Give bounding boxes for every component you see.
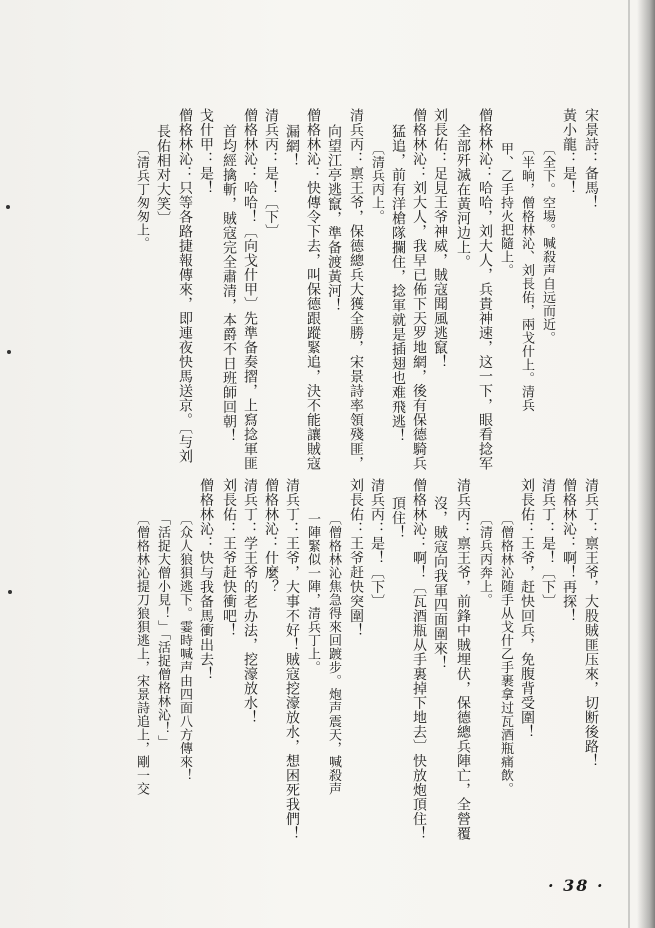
dialogue-column: 清兵丙：禀王爷，前鋒中賊埋伏，保德總兵陣亡，全營覆 [455, 478, 471, 841]
dialogue-column: 全部歼滅在黃河边上。 [455, 124, 471, 269]
dialogue-column: 長佑相对大笑〕 [155, 124, 171, 226]
dialogue-column: 猛追，前有洋槍隊攔住，捻軍就是插翅也难飛逃！ [390, 124, 406, 443]
dialogue-column: 僧格林沁：快傳令下去，叫保德跟蹤緊追，決不能讓賊寇 [305, 108, 321, 471]
dialogue-column: 僧格林沁：只等各路捷報傳來，即連夜快馬送京。〔与刘 [177, 108, 193, 464]
dialogue-column: 僧格林沁：啊！〔瓦酒瓶从手裏掉下地去〕快放炮頂住！ [411, 478, 427, 841]
stage-direction-column: 〔僧格林沁焦急得來回踱步。炮声震天，喊殺声 [326, 512, 341, 796]
dialogue-column: 清兵丙：禀王爷，保德總兵大獲全勝，宋景詩率領殘匪， [348, 108, 364, 471]
stage-direction-column: 一陣緊似一陣，清兵丁上。 [305, 512, 320, 674]
page-number: · 38 · [548, 876, 605, 895]
dialogue-column: 刘長佑：足見王爷神威，賊寇聞風逃竄！ [432, 108, 448, 369]
dialogue-column: 戈什甲：是！ [198, 108, 214, 195]
stage-direction-column: 甲、乙手持火把隨上。 [498, 142, 513, 277]
dialogue-column: 僧格林沁：刘大人，我早已佈下天罗地網，後有保德騎兵 [411, 108, 427, 471]
stage-direction-column: 〔全下。空場。喊殺声自远而近。 [540, 142, 555, 345]
dialogue-column: 清兵丙：是！〔下〕 [263, 108, 279, 239]
dialogue-column: 刘長佑：王爷赶快衝吧！ [221, 478, 237, 638]
stage-direction-column: 〔半晌，僧格林沁、刘長佑，兩戈什上。清兵 [519, 142, 534, 412]
dialogue-column: 僧格林沁：哈哈！〔向戈什甲〕先準备奏摺，上寫捻軍匪 [242, 108, 258, 471]
dialogue-column: 宋景詩：备馬！ [583, 108, 599, 210]
page-edge-shadow [637, 0, 655, 928]
dialogue-column: 清兵丁：学王爷的老办法，挖濠放水！ [242, 478, 258, 725]
stage-direction-column: 〔清兵丁匆匆上。 [134, 142, 149, 250]
dialogue-column: 清兵丙：是！〔下〕 [369, 478, 385, 609]
dialogue-column: 沒，賊寇向我軍四面圍來！ [432, 496, 448, 670]
dialogue-column: 僧格林沁：哈哈，刘大人，兵貴神速，这一下，眼看捻军 [477, 108, 493, 471]
dialogue-column: 刘長佑：王爷，赶快回兵，免腹背受圍！ [519, 478, 535, 739]
dialogue-column: 頂住！ [390, 496, 406, 540]
stage-direction-column: 「活捉大僧小見！」「活捉僧格林沁！」 [155, 512, 170, 749]
dialogue-column: 刘長佑：王爷赶快突圍！ [348, 478, 364, 638]
dialogue-column: 首均經擒斬，賊寇完全肅清，本爵不日班師回朝！ [221, 124, 237, 443]
binding-hole-mark [7, 350, 11, 354]
stage-direction-column: 〔清兵丙上。 [369, 142, 384, 223]
stage-direction-column: 〔清兵丙奔上。 [477, 512, 492, 607]
page-crease [628, 0, 630, 928]
dialogue-column: 漏網！ [284, 124, 300, 168]
dialogue-column: 清兵丁：是！〔下〕 [540, 478, 556, 609]
stage-direction-column: 〔僧格林沁提刀狼狽逃上，宋景詩追上，剛一交 [134, 512, 149, 796]
binding-hole-mark [6, 205, 10, 209]
dialogue-column: 僧格林沁：什麼？ [263, 478, 279, 594]
dialogue-column: 僧格林沁：快与我备馬衝出去！ [198, 478, 214, 681]
stage-direction-column: 〔众人狼狽逃下。霎時喊声由四面八方傳來！ [177, 512, 192, 782]
dialogue-column: 黃小龍：是！ [561, 108, 577, 195]
dialogue-column: 向望江亭逃竄，準备渡黃河！ [326, 124, 342, 313]
binding-hole-mark [8, 590, 12, 594]
dialogue-column: 清兵丁：禀王爷，大股賊匪压來，切断後路！ [583, 478, 599, 768]
dialogue-column: 僧格林沁：啊！再探！ [561, 478, 577, 623]
stage-direction-column: 〔僧格林沁随手从戈什乙手裹拿过瓦酒瓶痛飲。 [498, 512, 513, 796]
dialogue-column: 清兵丁：王爷，大事不好！賊寇挖濠放水，想困死我們！ [284, 478, 300, 841]
